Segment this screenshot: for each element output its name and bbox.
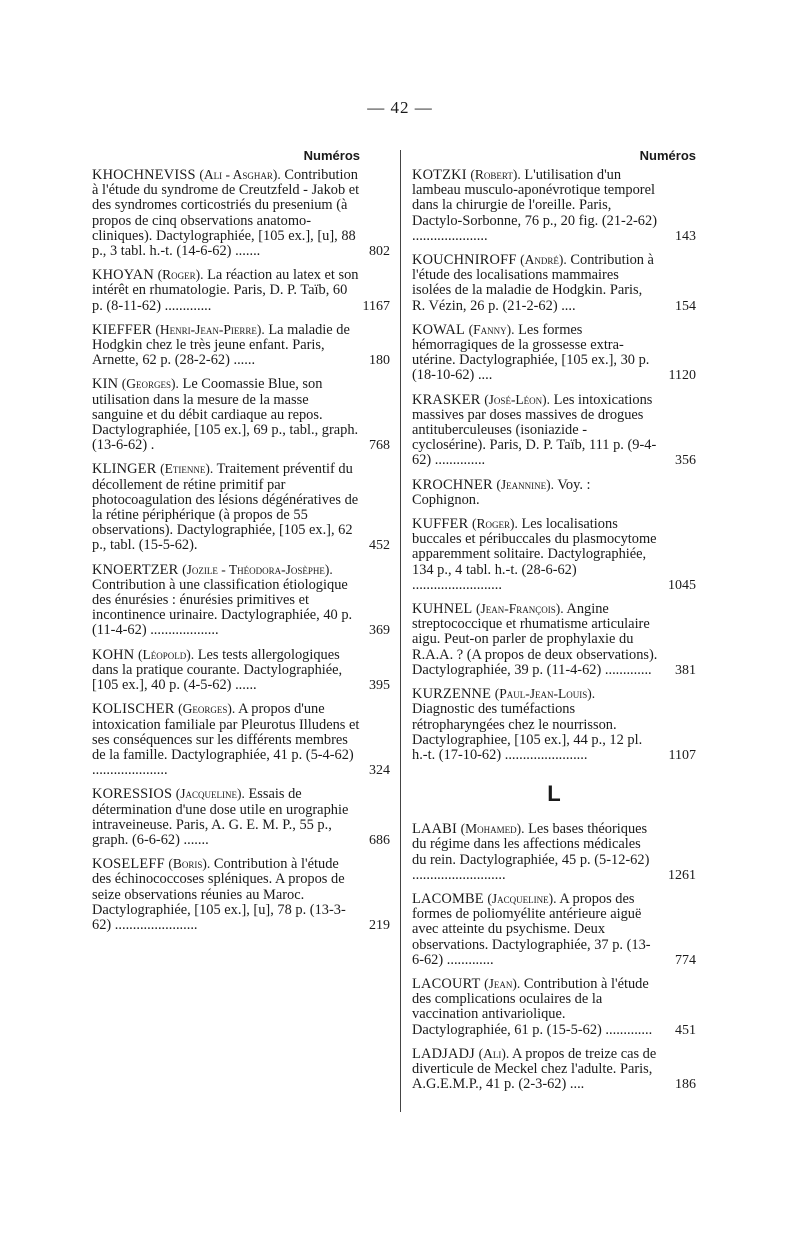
entry-body bbox=[92, 376, 390, 453]
author-surname: LACOURT bbox=[412, 975, 481, 992]
left-column bbox=[92, 148, 390, 941]
entry-text: Traitement préventif du décollement de rétine primitif par photocoagulation des lésions dégénératives de la rétine périphérique (à propos de 55 observations). Dactylographiée, [105 ex.], 62 p., tabl. (15-5-62). bbox=[92, 461, 359, 554]
author-firstname: (Jean-François). bbox=[475, 601, 564, 617]
entry-text: Les tests allergologiques dans la pratique courante. Dactylographiée, [105 ex.], 40 p. (4-5-62) ...... bbox=[92, 646, 343, 694]
entry-number: 143 bbox=[675, 228, 696, 244]
bibliography-entry bbox=[412, 516, 696, 593]
bibliography-entry bbox=[92, 267, 390, 314]
entry-number: 686 bbox=[369, 832, 390, 848]
author-firstname: (Roger). bbox=[157, 267, 204, 283]
entry-number: 451 bbox=[675, 1022, 696, 1038]
entry-body bbox=[92, 786, 390, 848]
bibliography-entry bbox=[412, 477, 696, 508]
author-surname: KUFFER bbox=[412, 516, 469, 533]
entry-body bbox=[412, 167, 696, 244]
author-firstname: (Etienne). bbox=[160, 461, 214, 477]
entry-number: 1120 bbox=[668, 368, 696, 384]
entry-number: 154 bbox=[675, 298, 696, 314]
entry-body bbox=[412, 976, 696, 1038]
author-surname: KOLISCHER bbox=[92, 701, 175, 718]
entry-number: 1107 bbox=[668, 747, 696, 763]
entry-body bbox=[92, 647, 390, 694]
author-surname: KIN bbox=[92, 376, 119, 393]
author-firstname: (Léopold). bbox=[137, 646, 195, 662]
author-surname: LACOMBE bbox=[412, 890, 484, 907]
author-surname: KHOYAN bbox=[92, 267, 154, 284]
entry-body bbox=[412, 891, 696, 968]
author-surname: KOSELEFF bbox=[92, 856, 165, 873]
author-firstname: (Jacqueline). bbox=[175, 786, 245, 802]
entry-text: Les bases théoriques du régime dans les affections médicales du rein. Dactylographiée, 45 p. (5-12-62) .......................... bbox=[412, 821, 650, 883]
bibliography-entry bbox=[412, 322, 696, 384]
right-column bbox=[412, 148, 696, 1100]
bibliography-entry bbox=[412, 601, 696, 678]
bibliography-entry bbox=[92, 322, 390, 369]
author-firstname: (Fanny). bbox=[468, 321, 515, 337]
author-surname: KOUCHNIROFF bbox=[412, 252, 517, 269]
bibliography-entry bbox=[412, 686, 696, 763]
entry-body bbox=[92, 562, 390, 639]
author-firstname: (Ali). bbox=[478, 1045, 510, 1061]
author-firstname: (Robert). bbox=[470, 167, 521, 182]
author-firstname: (Jeannine). bbox=[496, 476, 554, 492]
bibliography-entry bbox=[92, 376, 390, 453]
entry-body bbox=[92, 267, 390, 314]
author-surname: KHOCHNEVISS bbox=[92, 167, 196, 183]
entry-body bbox=[412, 821, 696, 883]
entry-text: Essais de détermination d'une dose utile en urographie intraveineuse. Paris, A. G. E. M. P., 55 p., graph. (6-6-62) ....... bbox=[92, 786, 349, 848]
right-entry-list-k bbox=[412, 167, 696, 763]
entry-body bbox=[92, 461, 390, 553]
author-firstname: (Jacqueline). bbox=[487, 890, 557, 906]
author-firstname: (Ali - Asghar). bbox=[199, 167, 281, 182]
entry-number: 180 bbox=[369, 353, 390, 369]
entry-number: 369 bbox=[369, 623, 390, 639]
bibliography-entry bbox=[412, 891, 696, 968]
entry-text: Angine streptococcique et rhumatisme articulaire aigu. Peut-on parler de prophylaxie du R.A.A. ? (A propos de deux observations). Dactylographiée, 39 p. (11-4-62) ............. bbox=[412, 601, 658, 678]
bibliography-entry bbox=[92, 647, 390, 694]
author-firstname: (José-Léon). bbox=[484, 391, 551, 407]
entry-text: Contribution à l'étude des échinococcoses spléniques. A propos de seize observations réunies au Maroc. Dactylographiée, [105 ex.], [u], 78 p. (13-3-62) ....................... bbox=[92, 856, 346, 933]
author-firstname: (Boris). bbox=[168, 856, 211, 872]
bibliography-entry bbox=[412, 167, 696, 244]
entry-number: 802 bbox=[369, 244, 390, 260]
author-surname: KURZENNE bbox=[412, 686, 492, 703]
author-surname: KUHNEL bbox=[412, 601, 473, 618]
entry-number: 1045 bbox=[668, 577, 696, 593]
entry-body bbox=[412, 1046, 696, 1093]
bibliography-entry bbox=[92, 701, 390, 778]
author-surname: KNOERTZER bbox=[92, 561, 179, 578]
entry-text: Voy. : Cophignon. bbox=[412, 476, 591, 508]
author-firstname: (Jozile - Théodora-Josèphe). bbox=[182, 561, 333, 577]
entry-text: Contribution à une classification étiologique des énurésies : énurésies primitives et incontinence urinaire. Dactylographiée, 40 p. (11-4-62) ................... bbox=[92, 576, 353, 639]
entry-number: 324 bbox=[369, 763, 390, 779]
bibliography-entry bbox=[412, 976, 696, 1038]
entry-number: 774 bbox=[675, 952, 696, 968]
author-firstname: (André). bbox=[520, 252, 567, 268]
entry-body bbox=[412, 601, 696, 678]
entry-text: L'utilisation d'un lambeau musculo-aponévrotique temporel dans la chirurgie de l'oreille. Paris, Dactylo-Sorbonne, 76 p., 20 fig. (21-2-62) ..................... bbox=[412, 167, 657, 244]
author-surname: KOTZKI bbox=[412, 167, 467, 183]
bibliography-entry bbox=[412, 1046, 696, 1093]
author-firstname: (Mohamed). bbox=[460, 821, 525, 837]
entry-text: Contribution à l'étude du syndrome de Creutzfeld - Jakob et des syndromes corticostriés du presenium (à propos de cinq observations anatomo-cliniques). Dactylographiée, [105 ex.], [u], 88 p., 3 tabl. h.-t. (14-6-62) ....... bbox=[92, 167, 360, 260]
entry-body bbox=[412, 252, 696, 314]
entry-number: 395 bbox=[369, 678, 390, 694]
entry-number: 381 bbox=[675, 662, 696, 678]
page-number: — 42 — bbox=[367, 98, 433, 117]
entry-number: 219 bbox=[369, 917, 390, 933]
entry-body bbox=[92, 322, 390, 369]
author-surname: LAABI bbox=[412, 821, 457, 838]
author-firstname: (Roger). bbox=[472, 516, 518, 532]
entry-body bbox=[92, 167, 390, 259]
right-column-header: Numéros bbox=[639, 148, 696, 163]
entry-body bbox=[92, 856, 390, 933]
entry-text: Contribution à l'étude des complications oculaires de la vaccination antivariolique. Dactylographiée, 61 p. (15-5-62) ............. bbox=[412, 975, 653, 1038]
entry-text: A propos d'une intoxication familiale par Pleurotus Illudens et ses conséquences sur les différents membres de la famille. Dactylographiée, 41 p. (5-4-62) ..................... bbox=[92, 701, 360, 779]
section-letter: L bbox=[547, 781, 561, 807]
bibliography-entry bbox=[412, 252, 696, 314]
author-firstname: (Georges). bbox=[178, 701, 236, 717]
author-surname: KORESSIOS bbox=[92, 786, 173, 803]
entry-number: 1261 bbox=[668, 867, 696, 883]
right-entry-list-l bbox=[412, 821, 696, 1092]
entry-body bbox=[412, 322, 696, 384]
entry-body bbox=[412, 392, 696, 469]
bibliography-entry bbox=[412, 392, 696, 469]
entry-text: Les formes hémorragiques de la grossesse extra-utérine. Dactylographiée, [105 ex.], 30 p. (18-10-62) .... bbox=[412, 321, 650, 384]
left-column-header: Numéros bbox=[303, 148, 360, 163]
entry-text: Les localisations buccales et péribuccales du plasmocytome apparemment solitaire. Dactylographiée, 134 p., 4 tabl. h.-t. (28-6-62) ......................... bbox=[412, 516, 657, 593]
entry-number: 452 bbox=[369, 538, 390, 554]
author-firstname: (Paul-Jean-Louis). bbox=[494, 686, 596, 702]
entry-number: 1167 bbox=[362, 298, 390, 314]
entry-body bbox=[412, 686, 696, 763]
entry-text: Diagnostic des tuméfactions rétropharyngées chez le nourrisson. Dactylographiee, [105 ex.], 44 p., 12 pl. h.-t. (17-10-62) ....................... bbox=[412, 701, 643, 763]
entry-number: 186 bbox=[675, 1077, 696, 1093]
author-firstname: (Jean). bbox=[484, 975, 521, 991]
author-surname: KIEFFER bbox=[92, 321, 152, 338]
author-surname: KOHN bbox=[92, 646, 135, 663]
entry-text: Le Coomassie Blue, son utilisation dans la mesure de la masse sanguine et du débit cardiaque au repos. Dactylographiée, [105 ex.], 69 p., tabl., graph. (13-6-62) . bbox=[92, 376, 359, 454]
entry-body bbox=[412, 477, 696, 508]
column-divider bbox=[400, 150, 401, 1112]
bibliography-entry bbox=[412, 821, 696, 883]
author-surname: KROCHNER bbox=[412, 476, 493, 493]
entry-body bbox=[412, 516, 696, 593]
entry-text: Les intoxications massives par doses massives de drogues antituberculeuses (isoniazide - cyclosérine). Paris, D. P. Taïb, 111 p. (9-4-62) .............. bbox=[412, 391, 657, 469]
entry-text: A propos des formes de poliomyélite antérieure aiguë avec atteinte du psychisme. Deux observations. Dactylographiée, 37 p. (13-6-62) ............. bbox=[412, 890, 651, 968]
left-entry-list bbox=[92, 167, 390, 933]
entry-number: 768 bbox=[369, 438, 390, 454]
bibliography-entry bbox=[92, 786, 390, 848]
entry-body bbox=[92, 701, 390, 778]
bibliography-entry bbox=[92, 461, 390, 553]
bibliography-entry bbox=[92, 167, 390, 259]
bibliography-entry bbox=[92, 856, 390, 933]
entry-text: Contribution à l'étude des localisations mammaires isolées de la maladie de Hodgkin. Paris, R. Vézin, 26 p. (21-2-62) .... bbox=[412, 252, 654, 314]
bibliography-entry bbox=[92, 562, 390, 639]
author-firstname: (Georges). bbox=[121, 376, 179, 392]
author-surname: KLINGER bbox=[92, 461, 157, 478]
author-surname: LADJADJ bbox=[412, 1045, 475, 1062]
entry-text: La réaction au latex et son intérêt en rhumatologie. Paris, D. P. Taïb, 60 p. (8-11-62) ............. bbox=[92, 267, 359, 314]
author-surname: KRASKER bbox=[412, 391, 481, 408]
author-firstname: (Henri-Jean-Pierre). bbox=[155, 321, 265, 337]
entry-text: La maladie de Hodgkin chez le très jeune enfant. Paris, Arnette, 62 p. (28-2-62) ...... bbox=[92, 321, 350, 369]
entry-number: 356 bbox=[675, 453, 696, 469]
author-surname: KOWAL bbox=[412, 321, 465, 338]
entry-text: A propos de treize cas de diverticule de Meckel chez l'adulte. Paris, A.G.E.M.P., 41 p. (2-3-62) .... bbox=[412, 1045, 657, 1093]
